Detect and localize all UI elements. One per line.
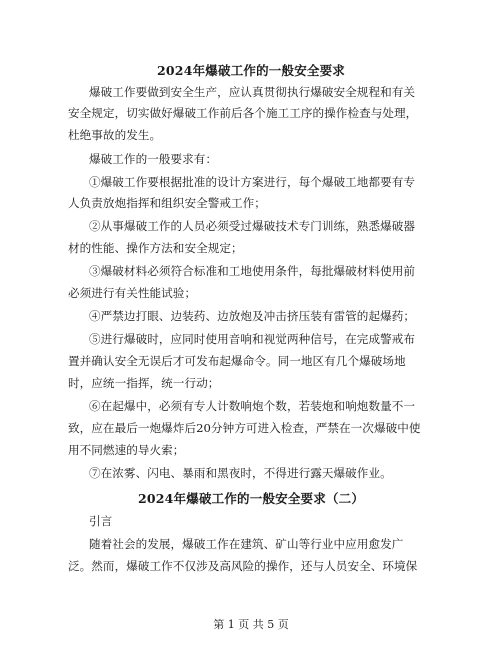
preface-line-2: 泛。然而，爆破工作不仅涉及高风险的操作，还与人员安全、环境保 [68, 559, 418, 573]
intro-line-1: 爆破工作要做到安全生产，应认真贯彻执行爆破安全规程和有关 [89, 85, 416, 99]
requirement-6-line-3: 用不同燃速的导火索； [68, 443, 185, 457]
requirement-5-line-3: 时，应统一指挥，统一行动； [68, 376, 220, 390]
preface-line-1: 随着社会的发展，爆破工作在建筑、矿山等行业中应用愈发广 [89, 537, 404, 551]
requirement-5-line-2: 置并确认安全无误后才可发布起爆命令。同一地区有几个爆破场地 [68, 354, 406, 368]
intro-line-3: 杜绝事故的发生。 [68, 128, 162, 142]
requirement-3-line-1: ③爆破材料必须符合标准和工地使用条件，每批爆破材料使用前 [89, 264, 416, 278]
intro-line-2: 安全规定，切实做好爆破工作前后各个施工工序的操作检查与处理， [68, 106, 418, 120]
requirement-1-line-1: ①爆破工作要根据批准的设计方案进行，每个爆破工地都要有专 [89, 175, 416, 189]
requirement-4-line-1: ④严禁边打眼、边装药、边放炮及冲击挤压装有雷管的起爆药； [89, 309, 416, 323]
requirement-6-line-1: ⑥在起爆中，必须有专人计数响炮个数，若装炮和响炮数量不一 [89, 399, 416, 413]
requirement-5-line-1: ⑤进行爆破时，应同时使用音响和视觉两种信号，在完成警戒布 [89, 332, 416, 346]
page-number-footer: 第 1 页 共 5 页 [213, 618, 289, 631]
preface-heading: 引言 [89, 514, 113, 528]
section-two-title: 2024年爆破工作的一般安全要求（二） [137, 491, 365, 506]
requirement-1-line-2: 人负责放炮指挥和组织安全警戒工作； [68, 196, 266, 210]
document-title: 2024年爆破工作的一般安全要求 [157, 63, 345, 78]
requirement-3-line-2: 必须进行有关性能试验； [68, 286, 197, 300]
requirement-7-line-1: ⑦在浓雾、闪电、暴雨和黑夜时，不得进行露天爆破作业。 [89, 466, 392, 480]
requirement-2-line-2: 材的性能、操作方法和安全规定； [68, 241, 243, 255]
requirement-2-line-1: ②从事爆破工作的人员必须受过爆破技术专门训练，熟悉爆破器 [89, 219, 416, 233]
general-requirements-heading: 爆破工作的一般要求有： [89, 152, 218, 166]
requirement-6-line-2: 致，应在最后一炮爆炸后20分钟方可进入检查，严禁在一次爆破中使 [68, 421, 421, 435]
